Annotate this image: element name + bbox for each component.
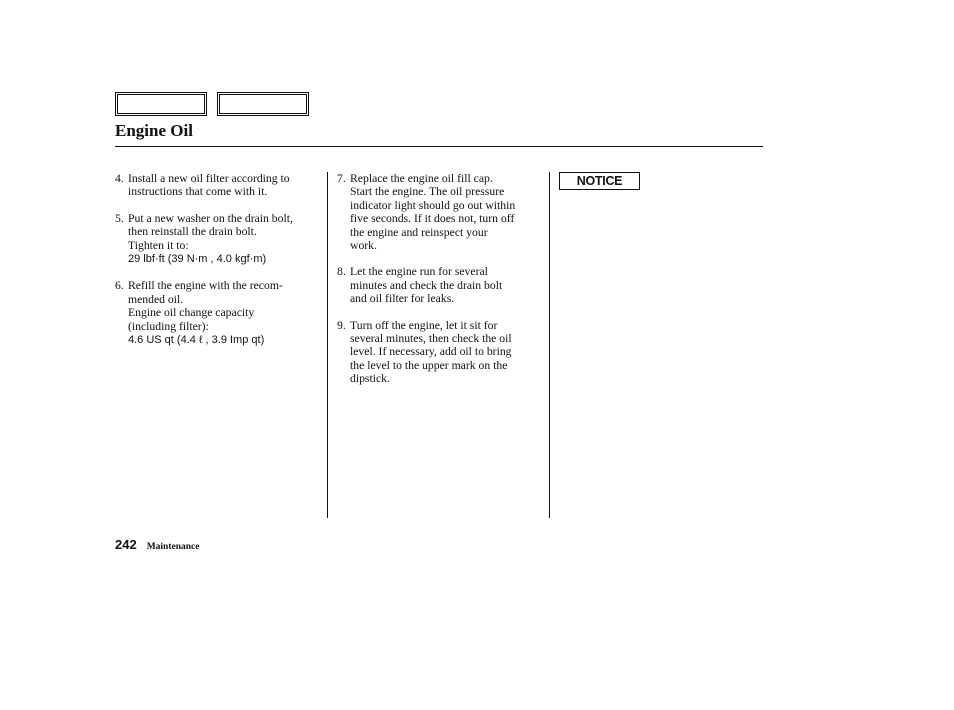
nav-tab-blank-1[interactable] <box>115 92 207 116</box>
step-4 <box>115 172 325 199</box>
step-line: and oil filter for leaks. <box>350 292 455 306</box>
step-line: indicator light should go out within <box>350 198 516 212</box>
column-divider-1 <box>327 172 328 518</box>
page-title: Engine Oil <box>115 121 193 140</box>
step-line: Let the engine run for several <box>350 265 488 279</box>
nav-tab-blank-2[interactable] <box>217 92 309 116</box>
step-line: the level to the upper mark on the <box>350 358 508 372</box>
step-line: dipstick. <box>350 372 390 386</box>
step-5 <box>115 212 325 267</box>
step-line: minutes and check the drain bolt <box>350 278 503 292</box>
step-number: 8. <box>337 265 346 279</box>
step-line: Install a new oil filter according to <box>128 172 290 185</box>
title-divider <box>115 146 763 147</box>
step-8 <box>337 265 545 305</box>
instructions-column-1 <box>115 172 325 360</box>
torque-spec: 29 lbf·ft (39 N·m , 4.0 kgf·m) <box>128 253 267 266</box>
step-6 <box>115 279 325 347</box>
step-line: Turn off the engine, let it sit for <box>350 318 498 332</box>
page-footer <box>115 536 199 554</box>
step-number: 9. <box>337 318 346 332</box>
section-name: Maintenance <box>146 542 200 552</box>
step-line: (including filter): <box>128 319 209 333</box>
step-number: 7. <box>337 172 346 185</box>
step-line: Start the engine. The oil pressure <box>350 185 505 199</box>
step-7 <box>337 172 545 252</box>
step-line: Tighten it to: <box>128 238 189 252</box>
page-number: 242 <box>115 537 137 552</box>
step-number: 6. <box>115 279 124 293</box>
step-line: Engine oil change capacity <box>128 306 255 320</box>
column-divider-2 <box>549 172 550 518</box>
step-line: level. If necessary, add oil to bring <box>350 345 512 359</box>
capacity-spec: 4.6 US qt (4.4 ℓ , 3.9 Imp qt) <box>128 334 265 347</box>
instructions-column-2 <box>337 172 545 399</box>
step-number: 5. <box>115 211 124 225</box>
notice-label: NOTICE <box>559 172 640 190</box>
step-line: Put a new washer on the drain bolt, <box>128 211 293 225</box>
step-line: work. <box>350 239 377 253</box>
step-line: the engine and reinspect your <box>350 225 488 239</box>
step-number: 4. <box>115 172 124 185</box>
step-line: mended oil. <box>128 292 184 306</box>
step-line: instructions that come with it. <box>128 185 268 199</box>
step-line: Replace the engine oil fill cap. <box>350 172 493 185</box>
step-line: then reinstall the drain bolt. <box>128 225 257 239</box>
step-line: several minutes, then check the oil <box>350 332 512 346</box>
step-9 <box>337 319 545 386</box>
step-line: Refill the engine with the recom- <box>128 279 283 293</box>
step-line: five seconds. If it does not, turn off <box>350 212 515 226</box>
